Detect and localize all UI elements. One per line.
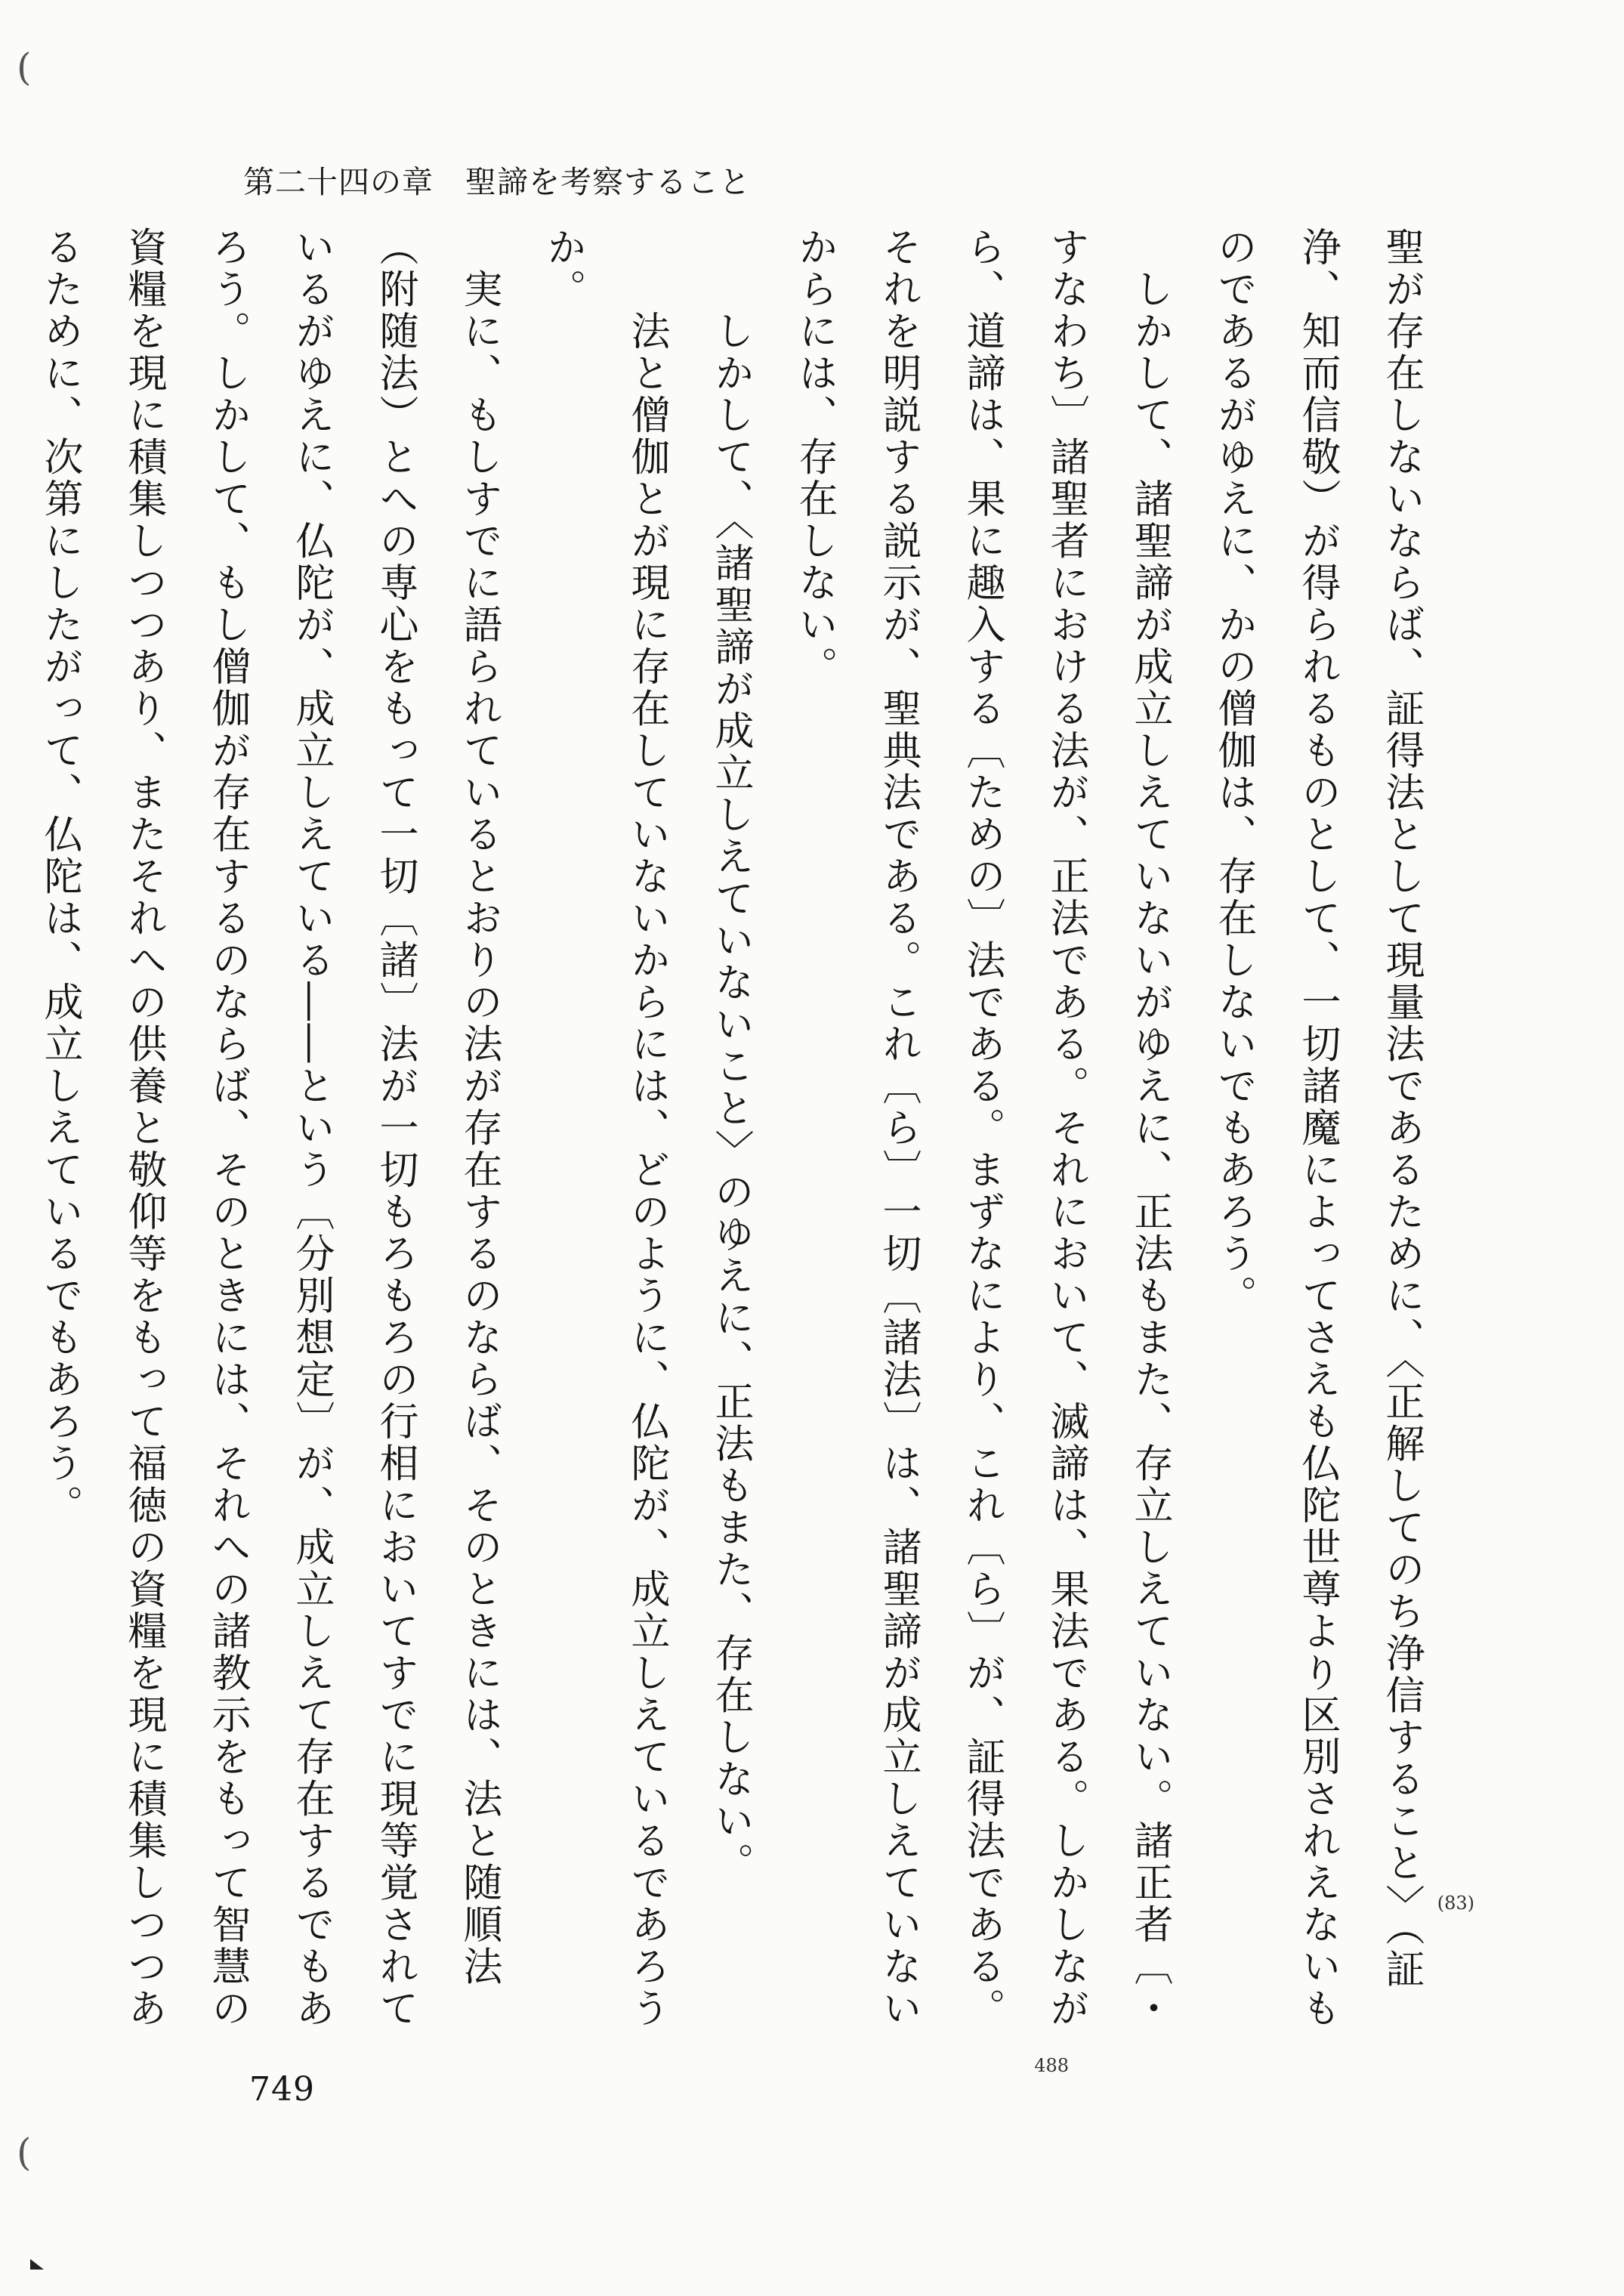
paragraph [0, 227, 17, 2055]
scan-corner-mark [30, 2259, 44, 2270]
verse-line: しかして、〈諸聖諦が成立しえていないこと〉のゆえに、正法もまた、存在しない。 [708, 227, 753, 1884]
vertical-body-text [0, 227, 1443, 2055]
running-head: 第二十四の章 聖諦を考察すること [243, 164, 751, 200]
margin-reference-mark: 488 [1034, 2055, 1069, 2076]
paragraph: 実に、もしすでに語られているとおりの法が存在するのならば、そのときには、法と随順法（附随法）とへの専心をもって一切〔諸〕法が一切もろもろの行相においてすでに現等覚されているがゆえに、仏陀が、成立しえている――という〔分別想定〕が、成立しえて存在するでもあろう。しかして、もし僧伽が存在するのならば、そのときには、それへの諸教示をもって智慧の資糧を現に積集しつつあり、またそれへの供養と敬仰等をもって福徳の資糧を現に積集しつつあるために、次第にしたがって、仏陀は、成立しえているでもあろう。 [37, 227, 502, 2030]
paragraph: しかして、諸聖諦が成立しえていないがゆえに、正法もまた、存立しえていない。諸正者〔・すなわち〕諸聖者における法が、正法である。それにおいて、滅諦は、果法である。しかしながら、道諦は、果に趣入する〔ための〕法である。まずなにより、これ〔ら〕が、証得法である。それを明説する説示が、聖典法である。これ〔ら〕一切〔諸法〕は、諸聖諦が成立しえていないからには、存在しない。 [792, 227, 1172, 2030]
paragraph: 聖が存在しないならば、証得法として現量法であるために、〈正解してのち浄信すること〉（証浄、知而信敬）が得られるものとして、一切諸魔によってさえも仏陀世尊より区別されえないものであるがゆえに、かの僧伽は、存在しないでもあろう。 [1211, 227, 1424, 2030]
verse-line: 法と僧伽とが現に存在していないからには、どのように、仏陀が、成立しえているであろうか。 [540, 227, 669, 2030]
margin-reference-mark: (83) [1437, 1893, 1474, 1914]
binding-hole-mark: ( [17, 45, 32, 89]
binding-hole-mark: ( [17, 2131, 32, 2174]
page-number: 749 [249, 2070, 315, 2109]
